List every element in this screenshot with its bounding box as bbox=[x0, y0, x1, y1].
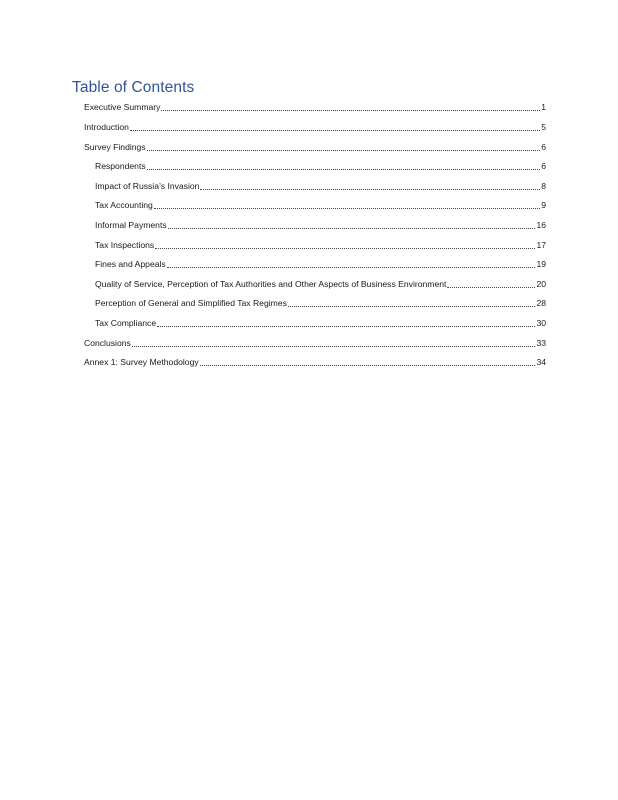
toc-entry-label: Conclusions bbox=[84, 338, 131, 348]
dot-leader bbox=[132, 338, 536, 347]
toc-entry-page: 9 bbox=[541, 200, 546, 210]
toc-entry-page: 1 bbox=[541, 102, 546, 112]
toc-entry-page: 33 bbox=[536, 338, 546, 348]
toc-entry-label: Impact of Russia’s Invasion bbox=[95, 181, 200, 191]
toc-entry[interactable] bbox=[95, 256, 546, 270]
toc-entry-label: Survey Findings bbox=[84, 142, 146, 152]
toc-entry-label: Executive Summary bbox=[84, 102, 161, 112]
dot-leader bbox=[447, 279, 535, 288]
toc-entry-page: 20 bbox=[536, 279, 546, 289]
dot-leader bbox=[200, 357, 536, 366]
toc-entry[interactable] bbox=[84, 99, 546, 113]
toc-entry-label: Perception of General and Simplified Tax Regimes bbox=[95, 298, 287, 308]
toc-entry-label: Tax Inspections bbox=[95, 240, 155, 250]
dot-leader bbox=[147, 161, 541, 170]
dot-leader bbox=[168, 220, 536, 229]
toc-entry-page: 34 bbox=[536, 357, 546, 367]
toc-entry-label: Tax Compliance bbox=[95, 318, 157, 328]
dot-leader bbox=[167, 259, 536, 268]
toc-entry[interactable] bbox=[95, 295, 546, 309]
toc-entry-page: 8 bbox=[541, 181, 546, 191]
toc-entry[interactable] bbox=[95, 197, 546, 211]
toc-entry[interactable] bbox=[84, 139, 546, 153]
dot-leader bbox=[157, 318, 535, 327]
toc-entry[interactable] bbox=[95, 158, 546, 172]
toc-entry[interactable] bbox=[95, 217, 546, 231]
toc-entry[interactable] bbox=[95, 237, 546, 251]
toc-entry-page: 5 bbox=[541, 122, 546, 132]
toc-entry-label: Fines and Appeals bbox=[95, 259, 166, 269]
toc-entry[interactable] bbox=[95, 315, 546, 329]
dot-leader bbox=[200, 181, 540, 190]
toc-entry-page: 30 bbox=[536, 318, 546, 328]
toc-entry-page: 16 bbox=[536, 220, 546, 230]
toc-entry[interactable] bbox=[84, 119, 546, 133]
toc-entry-label: Annex 1: Survey Methodology bbox=[84, 357, 199, 367]
toc-entry-label: Informal Payments bbox=[95, 220, 167, 230]
toc-entry[interactable] bbox=[95, 178, 546, 192]
dot-leader bbox=[155, 240, 535, 249]
toc-entry-page: 6 bbox=[541, 142, 546, 152]
toc-entry-page: 28 bbox=[536, 298, 546, 308]
dot-leader bbox=[161, 102, 540, 111]
toc-entry[interactable] bbox=[84, 354, 546, 368]
toc-entry[interactable] bbox=[95, 276, 546, 290]
toc-entry-page: 6 bbox=[541, 161, 546, 171]
toc-entry-page: 19 bbox=[536, 259, 546, 269]
toc-title: Table of Contents bbox=[72, 79, 195, 96]
dot-leader bbox=[130, 122, 540, 131]
toc-entry-label: Introduction bbox=[84, 122, 129, 132]
dot-leader bbox=[147, 142, 541, 151]
toc-entry[interactable] bbox=[84, 335, 546, 349]
toc-entry-label: Quality of Service, Perception of Tax Authorities and Other Aspects of Business Environment bbox=[95, 279, 447, 289]
toc-entry-label: Tax Accounting bbox=[95, 200, 153, 210]
dot-leader bbox=[154, 200, 540, 209]
toc-entry-label: Respondents bbox=[95, 161, 146, 171]
dot-leader bbox=[288, 298, 536, 307]
toc-entry-page: 17 bbox=[536, 240, 546, 250]
